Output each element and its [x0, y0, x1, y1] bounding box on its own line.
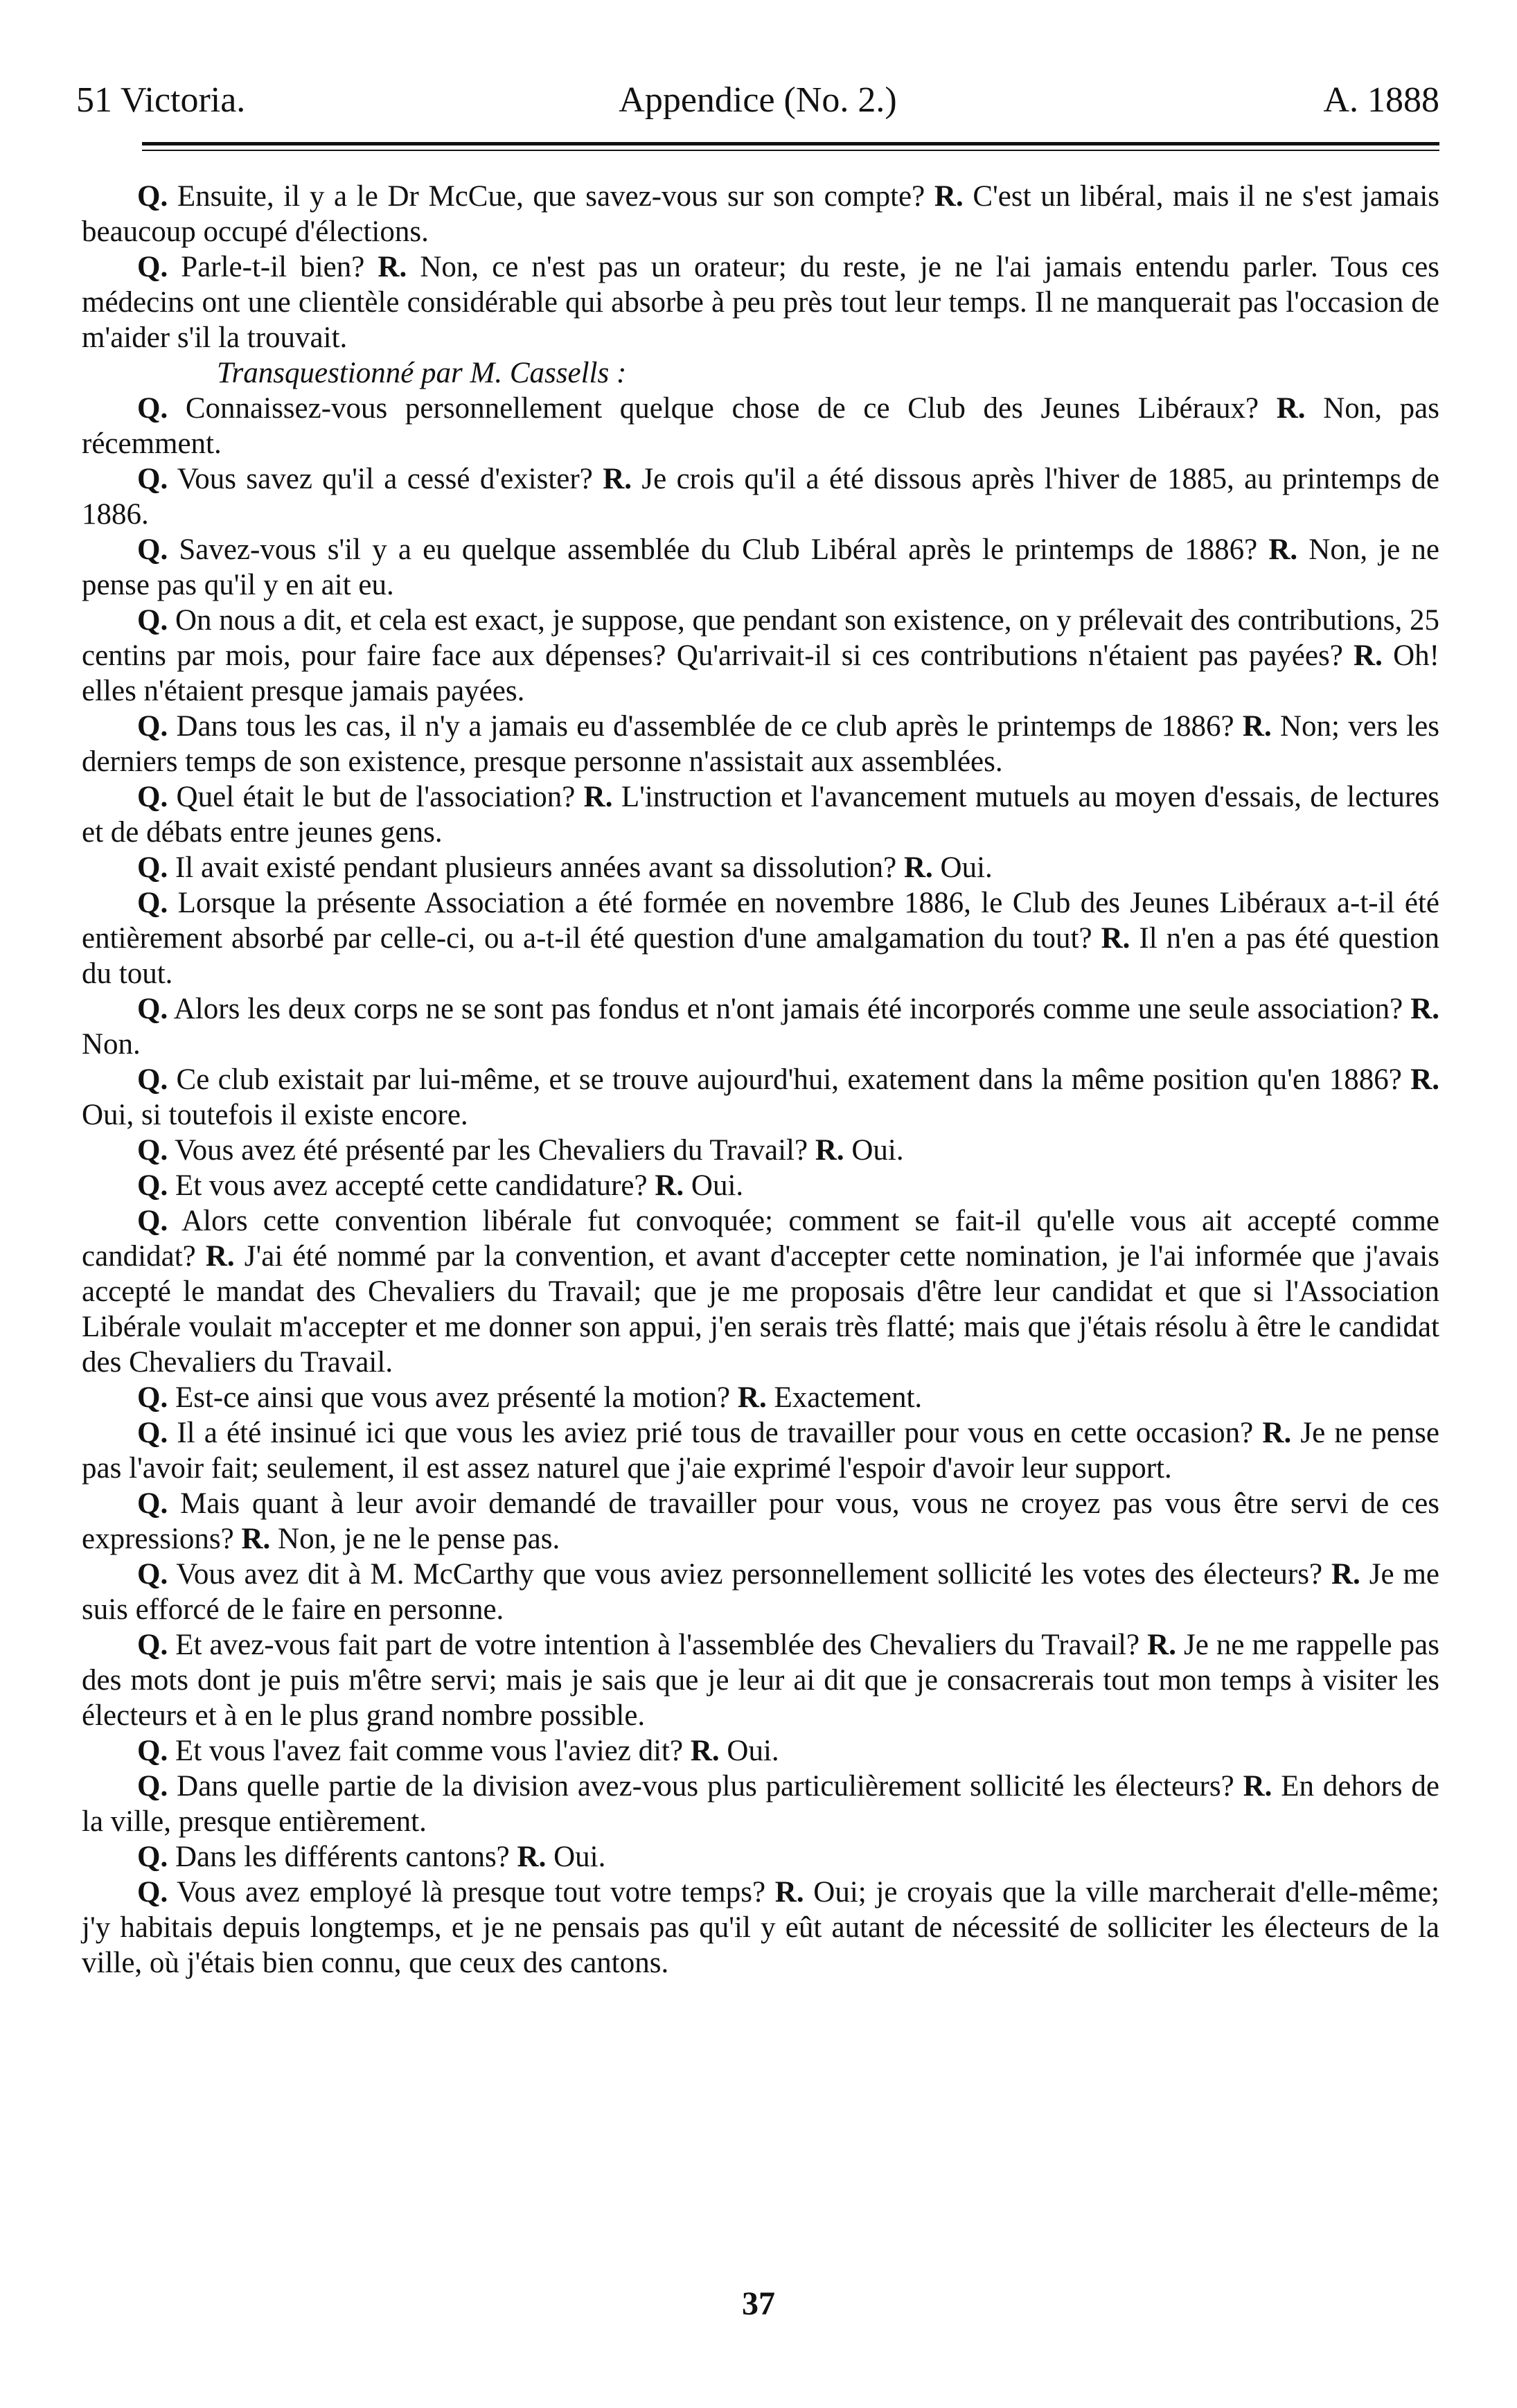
- answer-marker: R.: [655, 1169, 684, 1202]
- answer-marker: R.: [1410, 1063, 1439, 1096]
- answer-text: Oui.: [844, 1134, 904, 1167]
- question-marker: Q.: [137, 1735, 168, 1767]
- answer-text: L'instruction et l'avancement mutuels au moyen d'essais, de lectures et de débats entre jeunes gens.: [82, 781, 1439, 849]
- header-rule-thin: [142, 150, 1439, 151]
- question-text: Et vous avez accepté cette candidature?: [168, 1169, 655, 1202]
- answer-marker: R.: [205, 1240, 235, 1273]
- question-text: Et avez-vous fait part de votre intention à l'assemblée des Chevaliers du Travail?: [168, 1629, 1148, 1661]
- question-marker: Q.: [137, 604, 168, 637]
- qa-paragraph: [82, 1380, 1439, 1415]
- answer-marker: R.: [690, 1735, 720, 1767]
- section-heading: Transquestionné par M. Cassells :: [217, 357, 627, 389]
- qa-paragraph: [82, 1168, 1439, 1203]
- answer-marker: R.: [1101, 922, 1130, 955]
- question-marker: Q.: [137, 533, 168, 566]
- question-text: Il avait existé pendant plusieurs années avant sa dissolution?: [168, 851, 904, 884]
- question-text: Vous avez employé là presque tout votre temps?: [168, 1876, 775, 1909]
- qa-paragraph: [82, 1415, 1439, 1486]
- answer-text: Oui.: [546, 1841, 606, 1873]
- answer-marker: R.: [1410, 993, 1439, 1025]
- question-text: Dans tous les cas, il n'y a jamais eu d'assemblée de ce club après le printemps de 1886?: [168, 710, 1243, 743]
- header-session: 51 Victoria.: [76, 80, 246, 120]
- question-marker: Q.: [137, 887, 168, 919]
- question-text: Savez-vous s'il y a eu quelque assemblée du Club Libéral après le printemps de 1886?: [168, 533, 1269, 566]
- answer-text: Oui.: [719, 1735, 779, 1767]
- question-text: Dans les différents cantons?: [168, 1841, 517, 1873]
- question-text: Ce club existait par lui-même, et se trouve aujourd'hui, exatement dans la même position qu'en 1886?: [168, 1063, 1411, 1096]
- answer-marker: R.: [774, 1876, 804, 1909]
- question-text: Est-ce ainsi que vous avez présenté la motion?: [168, 1381, 738, 1414]
- header-rule-thick: [142, 142, 1439, 145]
- qa-paragraph: [82, 1557, 1439, 1627]
- answer-text: Non, je ne pense pas qu'il y en ait eu.: [82, 533, 1440, 601]
- question-marker: Q.: [137, 392, 168, 425]
- answer-text: Je crois qu'il a été dissous après l'hiver de 1885, au printemps de 1886.: [82, 463, 1440, 531]
- qa-paragraph: [82, 779, 1439, 850]
- answer-text: Oui.: [684, 1169, 744, 1202]
- header-appendix: Appendice (No. 2.): [619, 80, 897, 120]
- question-text: Lorsque la présente Association a été formée en novembre 1886, le Club des Jeunes Libéraux a-t-il été entièrement absorbé par celle-ci, ou a-t-il été question d'une amalgamation du tout?: [82, 887, 1439, 955]
- question-marker: Q.: [137, 1876, 168, 1909]
- answer-text: C'est un libéral, mais il ne s'est jamais beaucoup occupé d'élections.: [82, 180, 1439, 248]
- qa-paragraph: [82, 1627, 1439, 1733]
- answer-marker: R.: [1268, 533, 1298, 566]
- answer-marker: R.: [378, 251, 407, 283]
- answer-marker: R.: [583, 781, 613, 813]
- question-marker: Q.: [137, 710, 168, 743]
- answer-marker: R.: [934, 180, 964, 213]
- question-marker: Q.: [137, 1169, 168, 1202]
- qa-paragraph: [82, 991, 1439, 1062]
- answer-text: Non.: [82, 1028, 141, 1061]
- qa-paragraph: [82, 249, 1439, 355]
- answer-marker: R.: [1242, 710, 1272, 743]
- testimony-text: [82, 179, 1439, 1981]
- qa-paragraph: [82, 1875, 1439, 1981]
- answer-marker: R.: [1262, 1417, 1292, 1449]
- answer-text: En dehors de la ville, presque entièrement.: [82, 1770, 1439, 1838]
- answer-text: Je ne pense pas l'avoir fait; seulement, il est assez naturel que j'aie exprimé l'espoir d'avoir leur support.: [82, 1417, 1440, 1485]
- qa-paragraph: [82, 1733, 1439, 1769]
- answer-marker: R.: [1354, 639, 1383, 672]
- qa-paragraph: [82, 179, 1439, 249]
- question-marker: Q.: [137, 1558, 168, 1591]
- question-text: Mais quant à leur avoir demandé de travailler pour vous, vous ne croyez pas vous être servi de ces expressions?: [82, 1487, 1439, 1555]
- question-marker: Q.: [137, 993, 168, 1025]
- answer-text: Oh! elles n'étaient presque jamais payées.: [82, 639, 1439, 707]
- answer-text: Non, pas récemment.: [82, 392, 1439, 460]
- qa-paragraph: [82, 885, 1439, 991]
- answer-text: Je me suis efforcé de le faire en personne.: [82, 1558, 1439, 1626]
- qa-paragraph: [82, 709, 1439, 779]
- question-marker: Q.: [137, 1063, 168, 1096]
- answer-marker: R.: [1276, 392, 1306, 425]
- answer-marker: R.: [903, 851, 933, 884]
- question-marker: Q.: [137, 463, 168, 495]
- qa-paragraph: [82, 1133, 1439, 1168]
- qa-paragraph: [82, 603, 1439, 709]
- qa-paragraph: [82, 391, 1439, 461]
- question-text: On nous a dit, et cela est exact, je suppose, que pendant son existence, on y prélevait des contributions, 25 centins par mois, pour faire face aux dépenses? Qu'arrivait-il si ces contributions n'étaient pas payées?: [82, 604, 1439, 672]
- question-text: Il a été insinué ici que vous les aviez prié tous de travailler pour vous en cette occasion?: [168, 1417, 1263, 1449]
- answer-text: Oui, si toutefois il existe encore.: [82, 1099, 468, 1131]
- question-text: Parle-t-il bien?: [168, 251, 378, 283]
- question-marker: Q.: [137, 1629, 168, 1661]
- answer-text: J'ai été nommé par la convention, et avant d'accepter cette nomination, je l'ai informée que j'avais accepté le mandat des Chevaliers du Travail; que je me proposais d'être leur candidat et que si l'Association Libérale voulait m'accepter et me donner son appui, j'en serais très flatté; mais que j'étais résolu à être le candidat des Chevaliers du Travail.: [82, 1240, 1439, 1379]
- qa-paragraph: [82, 1486, 1439, 1557]
- question-marker: Q.: [137, 1134, 168, 1167]
- question-marker: Q.: [137, 1841, 168, 1873]
- question-marker: Q.: [137, 1770, 168, 1803]
- running-header: [76, 73, 1439, 128]
- question-text: Vous avez été présenté par les Chevaliers du Travail?: [168, 1134, 815, 1167]
- answer-marker: R.: [1243, 1770, 1272, 1803]
- question-marker: Q.: [137, 1205, 168, 1237]
- question-text: Dans quelle partie de la division avez-vous plus particulièrement sollicité les électeurs?: [168, 1770, 1243, 1803]
- question-text: Et vous l'avez fait comme vous l'aviez dit?: [168, 1735, 691, 1767]
- qa-paragraph: [82, 1203, 1439, 1380]
- answer-marker: R.: [1331, 1558, 1360, 1591]
- question-marker: Q.: [137, 180, 168, 213]
- answer-text: Non, je ne le pense pas.: [270, 1523, 560, 1555]
- answer-marker: R.: [603, 463, 632, 495]
- page-number: 37: [742, 2285, 775, 2322]
- answer-marker: R.: [1147, 1629, 1176, 1661]
- answer-text: Oui.: [932, 851, 993, 884]
- question-marker: Q.: [137, 851, 168, 884]
- qa-paragraph: [82, 1062, 1439, 1133]
- answer-text: Non, ce n'est pas un orateur; du reste, je ne l'ai jamais entendu parler. Tous ces médecins ont une clientèle considérable qui absorbe à peu près tout leur temps. Il ne manquerait pas l'occasion de m'aider s'il la trouvait.: [82, 251, 1440, 354]
- qa-paragraph: [82, 532, 1439, 603]
- answer-marker: R.: [737, 1381, 767, 1414]
- question-marker: Q.: [137, 781, 168, 813]
- qa-paragraph: [82, 1769, 1439, 1839]
- answer-text: Non; vers les derniers temps de son existence, presque personne n'assistait aux assemblées.: [82, 710, 1439, 778]
- question-text: Connaissez-vous personnellement quelque chose de ce Club des Jeunes Libéraux?: [168, 392, 1277, 425]
- answer-marker: R.: [241, 1523, 271, 1555]
- question-text: Ensuite, il y a le Dr McCue, que savez-vous sur son compte?: [168, 180, 934, 213]
- question-marker: Q.: [137, 1417, 168, 1449]
- answer-marker: R.: [517, 1841, 547, 1873]
- answer-marker: R.: [815, 1134, 844, 1167]
- question-text: Quel était le but de l'association?: [168, 781, 584, 813]
- question-text: Alors cette convention libérale fut convoquée; comment se fait-il qu'elle vous ait accepté comme candidat?: [82, 1205, 1439, 1273]
- question-text: Alors les deux corps ne se sont pas fondus et n'ont jamais été incorporés comme une seule association?: [168, 993, 1411, 1025]
- header-year: A. 1888: [1323, 80, 1439, 120]
- answer-text: Exactement.: [766, 1381, 923, 1414]
- question-text: Vous savez qu'il a cessé d'exister?: [168, 463, 603, 495]
- answer-text: Je ne me rappelle pas des mots dont je puis m'être servi; mais je sais que je leur ai dit que je consacrerais tout mon temps à visiter les électeurs et à en le plus grand nombre possible.: [82, 1629, 1439, 1732]
- qa-paragraph: [82, 1839, 1439, 1875]
- qa-paragraph: [82, 850, 1439, 885]
- question-marker: Q.: [137, 251, 168, 283]
- question-marker: Q.: [137, 1381, 168, 1414]
- qa-paragraph: [82, 461, 1439, 532]
- answer-text: Oui; je croyais que la ville marcherait d'elle-même; j'y habitais depuis longtemps, et je ne pensais pas qu'il y eût autant de nécessité de solliciter les électeurs de la ville, où j'étais bien connu, que ceux des cantons.: [82, 1876, 1439, 1979]
- question-marker: Q.: [137, 1487, 168, 1520]
- question-text: Vous avez dit à M. McCarthy que vous aviez personnellement sollicité les votes des électeurs?: [168, 1558, 1331, 1591]
- answer-text: Il n'en a pas été question du tout.: [82, 922, 1439, 990]
